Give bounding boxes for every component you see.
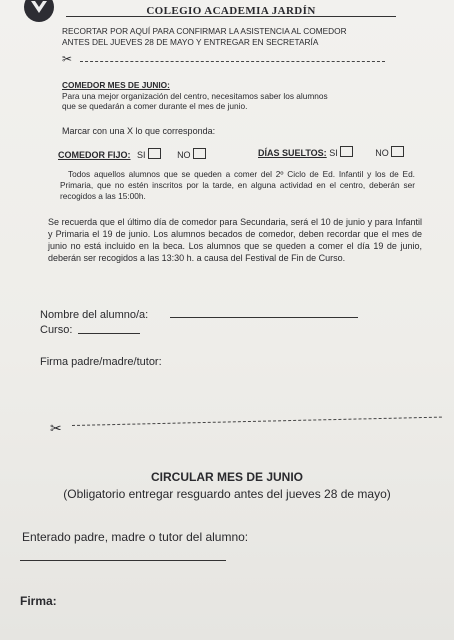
header-rule (66, 16, 396, 17)
scissors-icon: ✂ (62, 52, 73, 66)
cut-line-bottom (72, 417, 442, 426)
school-name: COLEGIO ACADEMIA JARDÍN (146, 5, 316, 17)
student-name-field[interactable] (170, 317, 358, 318)
loose-no-label: NO (375, 148, 389, 158)
school-crest-icon (24, 0, 54, 22)
cut-instruction-line2: ANTES DEL JUEVES 28 DE MAYO Y ENTREGAR EN SECRETARÍA (62, 37, 319, 47)
cut-line-top (80, 61, 385, 62)
section-title: COMEDOR MES DE JUNIO: (62, 80, 170, 90)
scissors-icon-bottom: ✂ (50, 420, 62, 436)
informed-parent-field[interactable] (20, 560, 226, 561)
fixed-no-checkbox[interactable] (193, 148, 206, 159)
student-name-label: Nombre del alumno/a: (40, 309, 149, 321)
parent-signature-label: Firma padre/madre/tutor: (40, 356, 162, 368)
circular-subtitle: (Obligatorio entregar resguardo antes del jueves 28 de mayo) (63, 487, 391, 501)
loose-days-row (258, 146, 404, 159)
mark-instruction: Marcar con una X lo que corresponda: (62, 126, 216, 136)
loose-days-label: DÍAS SUELTOS: (258, 148, 327, 158)
reminder-paragraph: Se recuerda que el último día de comedor para Secundaria, será el 10 de junio y para Infantil y Primaria el 19 de junio. Los alumnos becados de comedor, deben recordar que el mes de junio no está incluido en la beca. Los alumnos que se queden a comer el día 19 de junio, deberán ser recogidos a las 13:30 h. a causa del Festival de Fin de Curso. (48, 217, 422, 263)
fixed-dining-row (58, 148, 206, 161)
cut-instruction-line1: RECORTAR POR AQUÍ PARA CONFIRMAR LA ASISTENCIA AL COMEDOR (62, 26, 347, 36)
fixed-no-label: NO (177, 150, 191, 160)
loose-no-checkbox[interactable] (391, 146, 404, 157)
course-label: Curso: (40, 324, 73, 336)
fixed-yes-checkbox[interactable] (148, 148, 161, 159)
fixed-dining-label: COMEDOR FIJO: (58, 150, 131, 160)
fixed-yes-label: SI (137, 150, 146, 160)
loose-yes-label: SI (329, 148, 338, 158)
section-intro-line2: que se quedarán a comer durante el mes de junio. (62, 101, 248, 111)
pickup-paragraph: Todos aquellos alumnos que se queden a comer del 2º Ciclo de Ed. Infantil y los de Ed. Primaria, que no estén inscritos por la tarde, en alguna actividad en el centro, deberán ser recogidos a las 15:00h. (60, 169, 415, 201)
loose-yes-checkbox[interactable] (340, 146, 353, 157)
circular-title: CIRCULAR MES DE JUNIO (150, 470, 303, 484)
section-intro-line1: Para una mejor organización del centro, necesitamos saber los alumnos (62, 91, 328, 101)
final-signature-label: Firma: (20, 594, 57, 608)
course-field[interactable] (78, 333, 140, 334)
informed-parent-label: Enterado padre, madre o tutor del alumno: (22, 530, 249, 544)
